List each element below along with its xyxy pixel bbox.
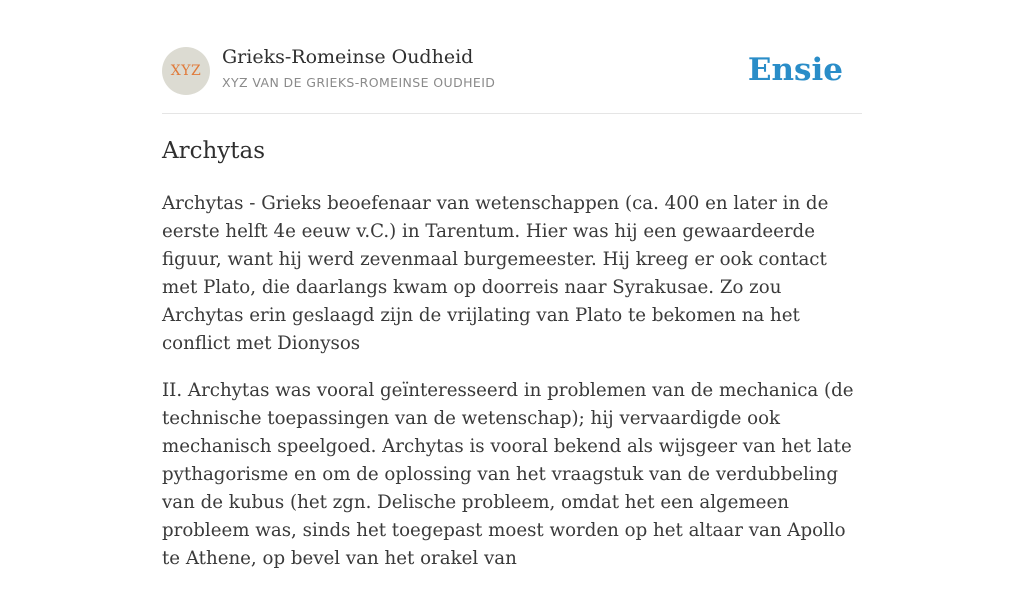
article-title: Archytas [162,138,266,164]
header [162,0,862,114]
article-body [162,190,866,592]
article-paragraph: II. Archytas was vooral geïnteresseerd in problemen van de mechanica (de technische toepassingen van de wetenschap); hij vervaardigde ook mechanisch speelgoed. Archytas is vooral bekend als wijsgeer van het late pythagorisme en om de oplossing van het vraagstuk van de verdubbeling van de kubus (het zgn. Delische probleem, omdat het een algemeen probleem was, sinds het toegepast moest worden op het altaar van Apollo te Athene, op bevel van het orakel van [162,380,854,569]
article-paragraph: Archytas - Grieks beoefenaar van wetenschappen (ca. 400 en later in de eerste helft 4e eeuw v.C.) in Tarentum. Hier was hij een gewaardeerde figuur, want hij werd zevenmaal burgemeester. Hij kreeg er ook contact met Plato, die daarlangs kwam op doorreis naar Syrakusae. Zo zou Archytas erin geslaagd zijn de vrijlating van Plato te bekomen na het conflict met Dionysos [162,193,829,354]
book-subtitle: XYZ VAN DE GRIEKS-ROMEINSE OUDHEID [222,75,496,90]
ensie-logo[interactable]: Ensie [747,52,843,88]
book-title[interactable]: Grieks-Romeinse Oudheid [222,46,474,68]
avatar[interactable]: XYZ [162,47,210,95]
page-container [162,0,862,569]
